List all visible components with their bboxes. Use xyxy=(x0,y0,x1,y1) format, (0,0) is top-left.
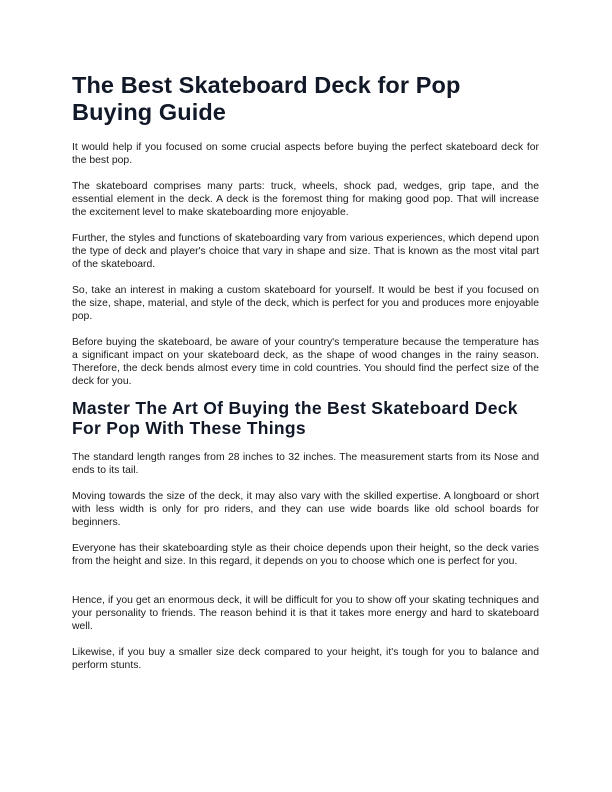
intro-paragraph: Before buying the skateboard, be aware of your country's temperature because the temperature has a significant impact on your skateboard deck, as the shape of wood changes in the rainy season. Therefore, the deck bends almost every time in cold countries. You should find the perfect size of the deck for you. xyxy=(72,337,539,387)
intro-paragraph: So, take an interest in making a custom skateboard for yourself. It would be best if you focused on the size, shape, material, and style of the deck, which is perfect for you and produces more enjoyable pop. xyxy=(72,285,539,322)
intro-paragraph: The skateboard comprises many parts: truck, wheels, shock pad, wedges, grip tape, and the essential element in the deck. A deck is the foremost thing for making good pop. That will increase the excitement level to make skateboarding more enjoyable. xyxy=(72,181,539,218)
section-paragraph: Everyone has their skateboarding style as their choice depends upon their height, so the deck varies from the height and size. In this regard, it depends on you to choose which one is perfect for you. xyxy=(72,543,539,567)
intro-paragraph: Further, the styles and functions of skateboarding vary from various experiences, which depend upon the type of deck and player's choice that vary in shape and size. That is known as the most vital part of the skateboard. xyxy=(72,233,539,270)
section-paragraph: Hence, if you get an enormous deck, it will be difficult for you to show off your skating techniques and your personality to friends. The reason behind it is that it takes more energy and hard to skateboard well. xyxy=(72,595,539,632)
section-paragraph: Likewise, if you buy a smaller size deck compared to your height, it's tough for you to balance and perform stunts. xyxy=(72,647,539,671)
section-paragraph: Moving towards the size of the deck, it may also vary with the skilled expertise. A longboard or short with less width is only for pro riders, and they can use wide boards like old school boards for beginners. xyxy=(72,491,539,528)
section-paragraph: The standard length ranges from 28 inches to 32 inches. The measurement starts from its Nose and ends to its tail. xyxy=(72,452,539,476)
section-heading: Master The Art Of Buying the Best Skateboard Deck For Pop With These Things xyxy=(72,398,518,438)
intro-paragraph: It would help if you focused on some crucial aspects before buying the perfect skateboard deck for the best pop. xyxy=(72,142,539,166)
page-title: The Best Skateboard Deck for Pop Buying Guide xyxy=(72,72,461,125)
